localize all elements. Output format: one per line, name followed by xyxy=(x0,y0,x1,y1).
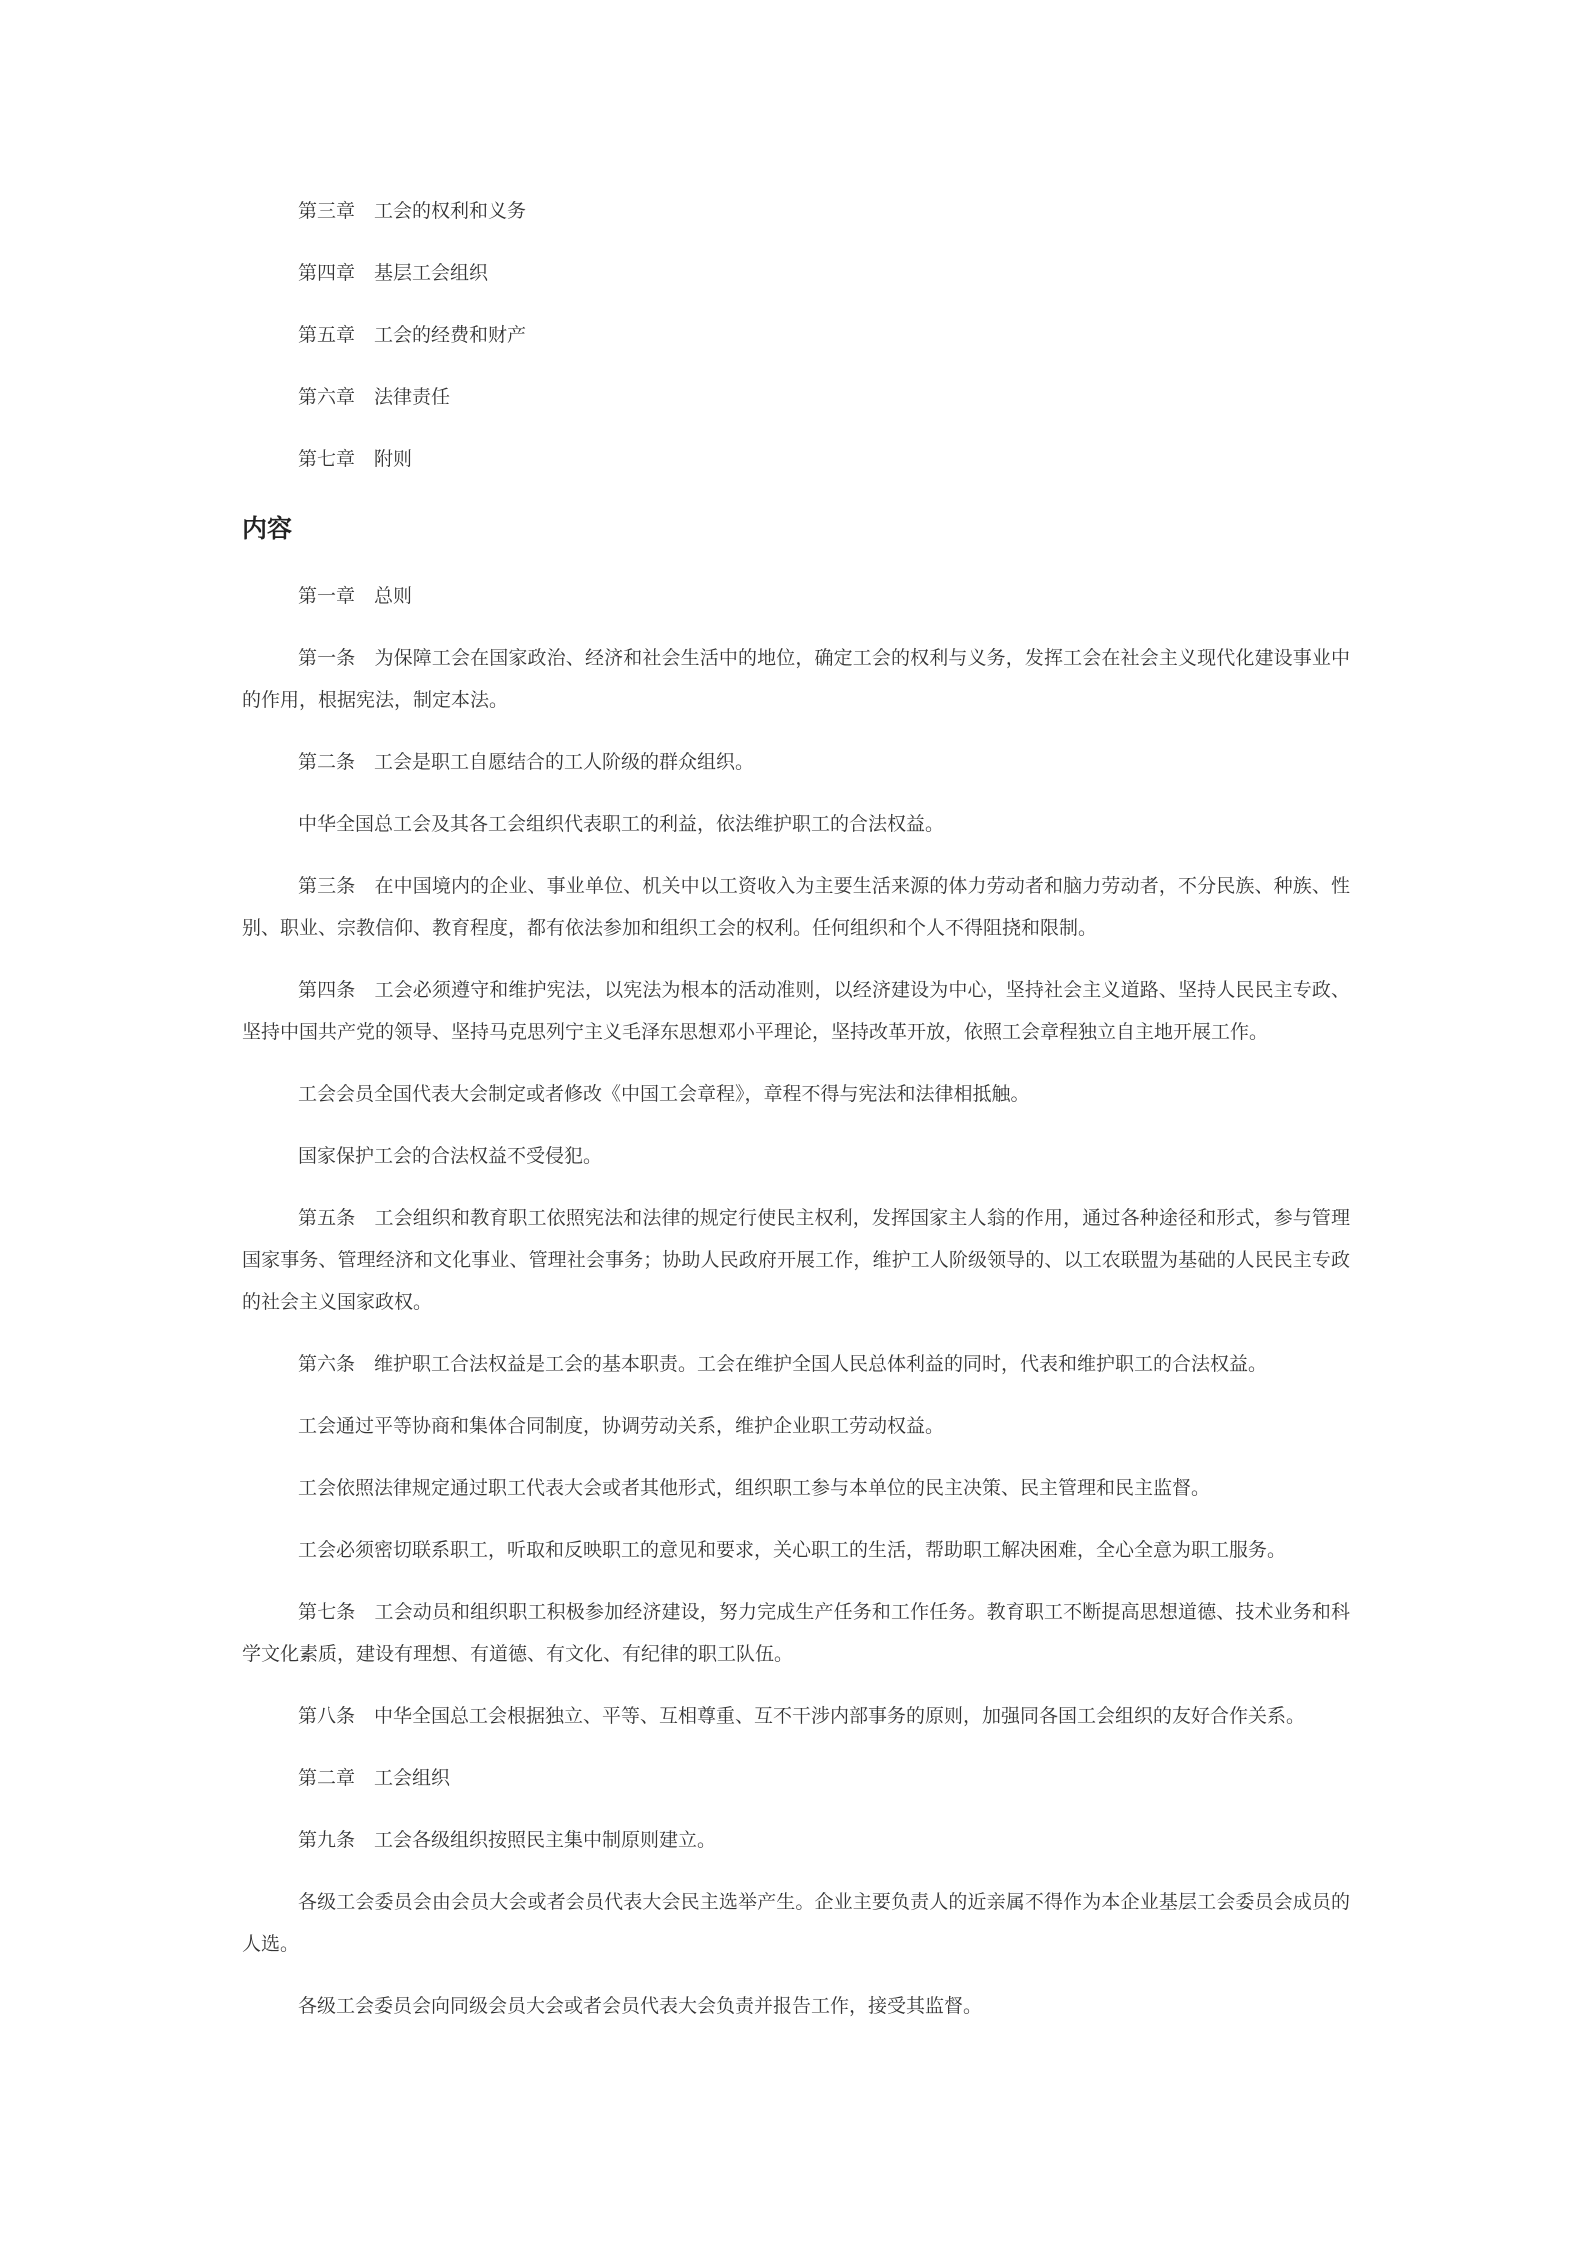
body-paragraph: 工会依照法律规定通过职工代表大会或者其他形式，组织职工参与本单位的民主决策、民主管理和民主监督。 xyxy=(298,1477,1211,1499)
article-paragraph: 第五条 工会组织和教育职工依照宪法和法律的规定行使民主权利，发挥国家主人翁的作用，通过各种途径和形式，参与管理国家事务、管理经济和文化事业、管理社会事务；协助人民政府开展工作，维护工人阶级领导的、以工农联盟为基础的人民民主专政的社会主义国家政权。 xyxy=(242,1207,1350,1313)
chapter-heading: 第一章 总则 xyxy=(298,585,413,607)
body-paragraph: 国家保护工会的合法权益不受侵犯。 xyxy=(298,1145,603,1167)
body-paragraph: 各级工会委员会向同级会员大会或者会员代表大会负责并报告工作，接受其监督。 xyxy=(298,1995,983,2017)
toc-item-chapter-4: 第四章 基层工会组织 xyxy=(298,262,489,284)
body-paragraph: 工会会员全国代表大会制定或者修改《中国工会章程》，章程不得与宪法和法律相抵触。 xyxy=(298,1083,1030,1105)
toc-item-chapter-7: 第七章 附则 xyxy=(298,448,413,470)
article-paragraph: 第九条 工会各级组织按照民主集中制原则建立。 xyxy=(298,1829,717,1851)
document-body xyxy=(242,575,1350,2047)
article-paragraph: 第二条 工会是职工自愿结合的工人阶级的群众组织。 xyxy=(298,751,755,773)
body-paragraph: 中华全国总工会及其各工会组织代表职工的利益，依法维护职工的合法权益。 xyxy=(298,813,945,835)
article-paragraph: 第七条 工会动员和组织职工积极参加经济建设，努力完成生产任务和工作任务。教育职工不断提高思想道德、技术业务和科学文化素质，建设有理想、有道德、有文化、有纪律的职工队伍。 xyxy=(242,1601,1350,1665)
body-paragraph: 工会通过平等协商和集体合同制度，协调劳动关系，维护企业职工劳动权益。 xyxy=(298,1415,945,1437)
article-paragraph: 第六条 维护职工合法权益是工会的基本职责。工会在维护全国人民总体利益的同时，代表和维护职工的合法权益。 xyxy=(298,1353,1268,1375)
body-paragraph: 各级工会委员会由会员大会或者会员代表大会民主选举产生。企业主要负责人的近亲属不得作为本企业基层工会委员会成员的人选。 xyxy=(242,1891,1350,1955)
table-of-contents xyxy=(298,197,1348,507)
toc-item-chapter-5: 第五章 工会的经费和财产 xyxy=(298,324,527,346)
chapter-heading: 第二章 工会组织 xyxy=(298,1767,451,1789)
toc-item-chapter-3: 第三章 工会的权利和义务 xyxy=(298,200,527,222)
article-paragraph: 第八条 中华全国总工会根据独立、平等、互相尊重、互不干涉内部事务的原则，加强同各国工会组织的友好合作关系。 xyxy=(298,1705,1306,1727)
section-heading: 内容 xyxy=(242,514,293,543)
article-paragraph: 第一条 为保障工会在国家政治、经济和社会生活中的地位，确定工会的权利与义务，发挥工会在社会主义现代化建设事业中的作用，根据宪法，制定本法。 xyxy=(242,647,1350,711)
article-paragraph: 第四条 工会必须遵守和维护宪法，以宪法为根本的活动准则，以经济建设为中心，坚持社会主义道路、坚持人民民主专政、坚持中国共产党的领导、坚持马克思列宁主义毛泽东思想邓小平理论，坚持改革开放，依照工会章程独立自主地开展工作。 xyxy=(242,979,1350,1043)
body-paragraph: 工会必须密切联系职工，听取和反映职工的意见和要求，关心职工的生活，帮助职工解决困难，全心全意为职工服务。 xyxy=(298,1539,1287,1561)
toc-item-chapter-6: 第六章 法律责任 xyxy=(298,386,451,408)
article-paragraph: 第三条 在中国境内的企业、事业单位、机关中以工资收入为主要生活来源的体力劳动者和脑力劳动者，不分民族、种族、性别、职业、宗教信仰、教育程度，都有依法参加和组织工会的权利。任何组织和个人不得阻挠和限制。 xyxy=(242,875,1350,939)
